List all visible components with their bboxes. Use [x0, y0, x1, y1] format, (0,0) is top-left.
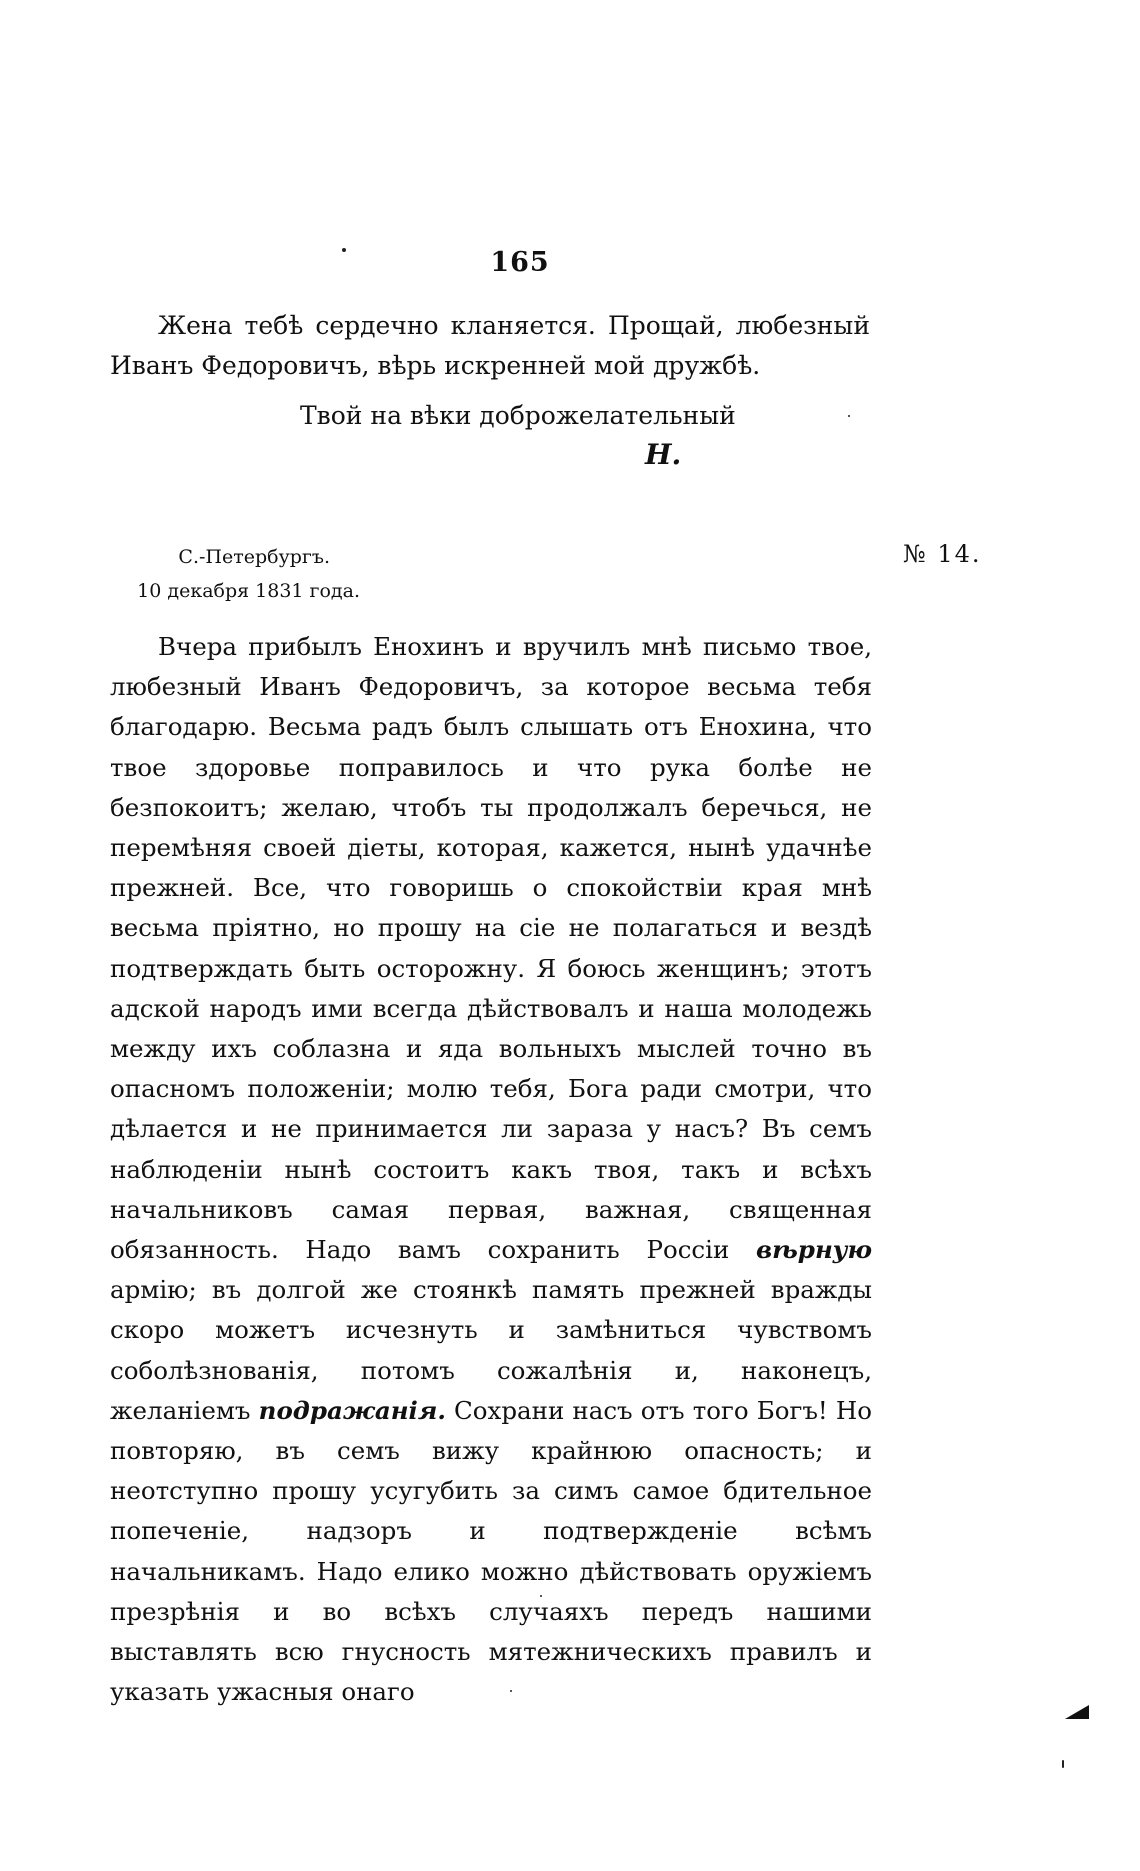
letter-dateline — [120, 540, 360, 608]
ink-speck — [540, 1595, 542, 1597]
ink-speck — [848, 415, 850, 417]
body-part-3: Сохрани насъ отъ того Богъ! Но повторяю, въ семъ вижу крайнюю опасность; и неотступно прошу усугубить за симъ самое бдительное попеченiе, надзоръ и подтвержденiе всѣмъ начальникамъ. Надо елико можно дѣйствовать оружiемъ презрѣнiя и во всѣхъ случаяхъ передъ нашими выставлять всю гнусность мятежническихъ правилъ и указать ужасныя онаго — [110, 1395, 872, 1707]
emphasis-loyal: вѣрную — [756, 1235, 872, 1265]
letter-closing: Твой на вѣки доброжелательный — [300, 401, 736, 430]
letter-place: С.-Петербургъ. — [178, 546, 330, 568]
page-number: 165 — [490, 247, 550, 278]
ink-speck — [510, 1690, 512, 1692]
signature: Н. — [645, 438, 682, 471]
letter-number: № 14. — [903, 540, 982, 568]
body-part-2: армiю; въ долгой же стоянкѣ память прежней вражды скоро можетъ исчезнуть и замѣниться чувствомъ соболѣзнованiя, потомъ сожалѣнiя и, наконецъ, желанiемъ — [110, 1275, 872, 1425]
previous-letter-ending — [110, 306, 870, 386]
letter-date: 10 декабря 1831 года. — [137, 580, 360, 602]
emphasis-imitation: подражанiя. — [258, 1395, 446, 1425]
ink-speck — [342, 248, 346, 252]
previous-letter-text: Жена тебѣ сердечно кланяется. Прощай, любезный Иванъ Федоровичъ, вѣрь искренней мой дружбѣ. — [110, 311, 870, 380]
scan-artifact — [1065, 1705, 1089, 1719]
letter-body — [110, 627, 872, 1712]
body-part-1: Вчера прибылъ Енохинъ и вручилъ мнѣ письмо твое, любезный Иванъ Федоровичъ, за которое весьма тебя благодарю. Весьма радъ былъ слышать отъ Енохина, что твое здоровье поправилось и что рука болѣе не безпокоитъ; желаю, чтобъ ты продолжалъ беречься, не перемѣняя своей дiеты, которая, кажется, нынѣ удачнѣе прежней. Все, что говоришь о спокойствiи края мнѣ весьма прiятно, но прошу на сiе не полагаться и вездѣ подтверждать быть осторожну. Я боюсь женщинъ; этотъ адской народъ ими всегда дѣйствовалъ и наша молодежь между ихъ соблазна и яда вольныхъ мыслей точно въ опасномъ положенiи; молю тебя, Бога ради смотри, что дѣлается и не принимается ли зараза у насъ? Въ семъ наблюденiи нынѣ состоитъ какъ твоя, такъ и всѣхъ начальниковъ самая первая, важная, священная обязанность. Надо вамъ сохранить Россiи — [110, 632, 872, 1265]
ink-speck — [1062, 1760, 1064, 1768]
letter-paragraph — [110, 627, 872, 1712]
